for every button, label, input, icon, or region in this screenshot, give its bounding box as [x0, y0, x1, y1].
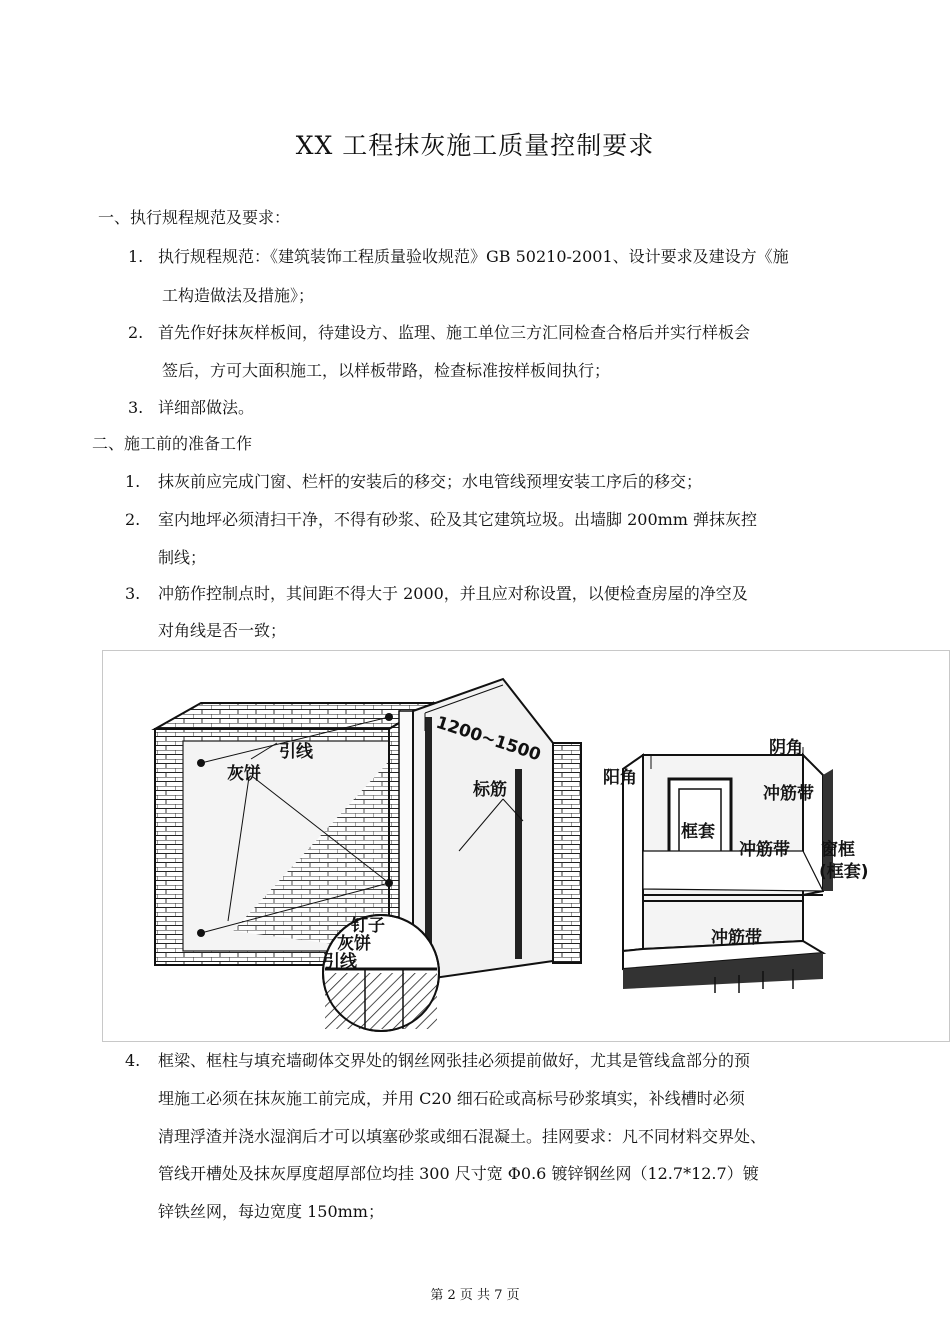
- label-kuangtao: 框套: [681, 822, 715, 842]
- label-huibing-detail: 灰饼: [337, 934, 371, 954]
- item-text-line: 工构造做法及措施》；: [162, 286, 315, 305]
- item-number: 1.: [125, 472, 141, 491]
- label-chongjindai-bottom: 冲筋带: [711, 928, 762, 948]
- item-text-line: 制线；: [158, 548, 207, 567]
- section-heading-1: 一、执行规程规范及要求：: [98, 208, 291, 227]
- item-number: 3.: [125, 584, 141, 603]
- item-text-line: 对角线是否一致；: [158, 621, 287, 640]
- item-text-line: 冲筋作控制点时，其间距不得大于 2000，并且应对称设置，以便检查房屋的净空及: [158, 584, 748, 603]
- label-kuangtao-paren: (框套): [819, 862, 869, 882]
- label-biaojin: 标筋: [473, 780, 507, 800]
- item-text-line: 详细部做法。: [158, 398, 255, 417]
- item-number: 1.: [128, 247, 144, 266]
- page-footer: 第 2 页 共 7 页: [430, 1288, 520, 1303]
- item-text-line: 锌铁丝网，每边宽度 150mm；: [158, 1202, 384, 1221]
- item-text-line: 首先作好抹灰样板间，待建设方、监理、施工单位三方汇同检查合格后并实行样板会: [158, 323, 751, 342]
- left-wall-drawing: [155, 679, 581, 1031]
- label-yinxian: 引线: [279, 742, 313, 762]
- item-text-line: 执行规程规范：《建筑装饰工程质量验收规范》GB 50210-2001、设计要求及建设方《施: [158, 247, 789, 266]
- label-yinxian-detail: 引线: [323, 952, 357, 972]
- label-huibing: 灰饼: [227, 764, 261, 784]
- item-text-line: 室内地坪必须清扫干净，不得有砂浆、砼及其它建筑垃圾。出墙脚 200mm 弹抹灰控: [158, 510, 758, 529]
- item-number: 4.: [125, 1051, 141, 1070]
- item-text-line: 清理浮渣并浇水湿润后才可以填塞砂浆或细石混凝土。挂网要求：凡不同材料交界处、: [158, 1127, 767, 1146]
- figure-illustration: [103, 651, 949, 1041]
- item-number: 3.: [128, 398, 144, 417]
- item-text-line: 抹灰前应完成门窗、栏杆的安装后的移交；水电管线预埋安装工序后的移交；: [158, 472, 703, 491]
- item-text-line: 埋施工必须在抹灰施工前完成，并用 C20 细石砼或高标号砂浆填实，补线槽时必须: [158, 1089, 745, 1108]
- item-text-line: 签后，方可大面积施工，以样板带路，检查标准按样板间执行；: [162, 361, 611, 380]
- item-text-line: 框梁、框柱与填充墙砌体交界处的钢丝网张挂必须提前做好，尤其是管线盒部分的预: [158, 1051, 751, 1070]
- label-yinjiao: 阴角: [769, 738, 803, 758]
- construction-figure: [102, 650, 950, 1042]
- item-number: 2.: [128, 323, 144, 342]
- item-number: 2.: [125, 510, 141, 529]
- item-text-line: 管线开槽处及抹灰厚度超厚部位均挂 300 尺寸宽 Φ0.6 镀锌钢丝网（12.7*12.7）镀: [158, 1164, 759, 1183]
- label-dingzi: 钉子: [351, 916, 385, 936]
- label-yangjiao: 阳角: [603, 768, 637, 788]
- label-chongjindai-middle: 冲筋带: [739, 840, 790, 860]
- label-chongjindai-top: 冲筋带: [763, 784, 814, 804]
- label-chuangkuang: 窗框: [821, 840, 855, 860]
- page-title: XX 工程抹灰施工质量控制要求: [295, 131, 655, 160]
- dimension-label: 1200~1500: [433, 712, 544, 766]
- section-heading-2: 二、施工前的准备工作: [92, 434, 253, 453]
